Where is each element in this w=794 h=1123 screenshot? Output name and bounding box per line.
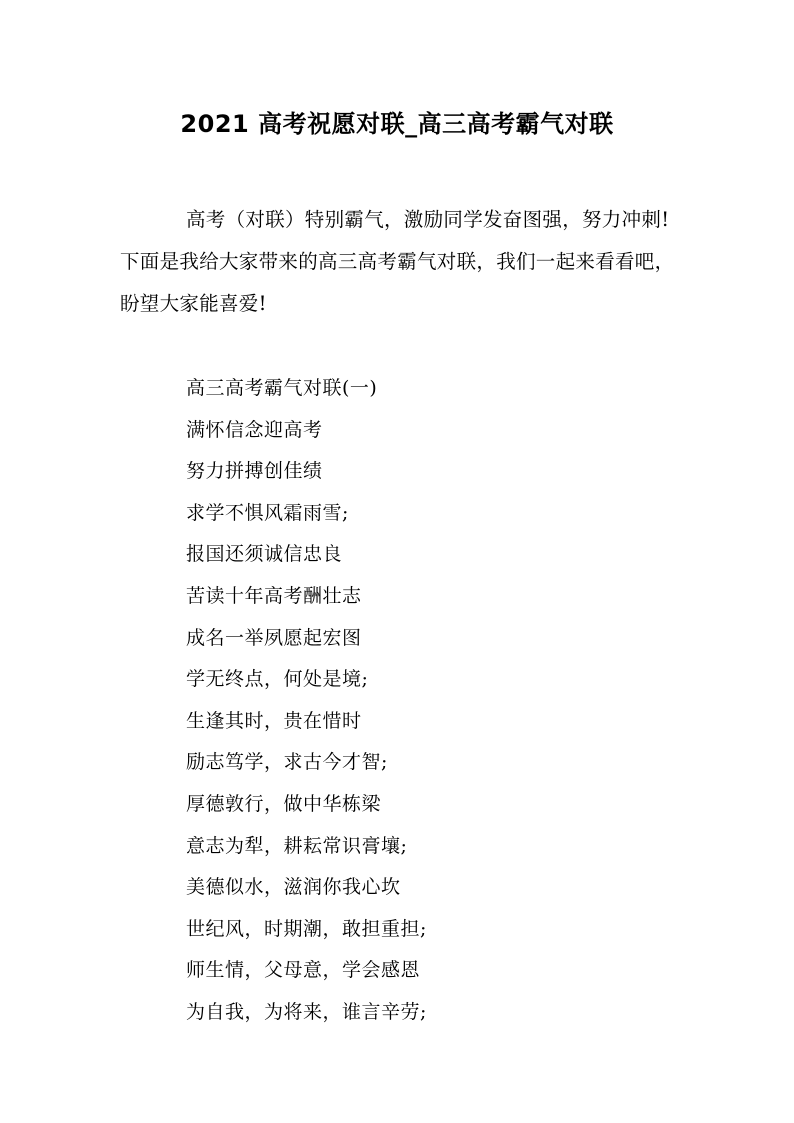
couplet-line: 成名一举夙愿起宏图 <box>186 626 362 649</box>
couplet-line: 努力拼搏创佳绩 <box>186 460 323 483</box>
couplet-line: 励志笃学，求古今才智; <box>186 751 388 774</box>
page-title: 2021 高考祝愿对联_高三高考霸气对联 <box>180 110 614 138</box>
couplet-line: 意志为犁，耕耘常识膏壤; <box>186 834 408 857</box>
couplet-line: 苦读十年高考酬壮志 <box>186 584 362 607</box>
couplet-line: 满怀信念迎高考 <box>186 418 323 441</box>
couplet-line: 为自我，为将来，谁言辛劳; <box>186 1000 427 1023</box>
couplet-line: 生逢其时，贵在惜时 <box>186 709 362 732</box>
couplet-line: 世纪风，时期潮，敢担重担; <box>186 917 427 940</box>
couplet-line: 师生情，父母意，学会感恩 <box>186 959 421 982</box>
couplet-line: 报国还须诚信忠良 <box>186 543 343 566</box>
couplet-line: 学无终点，何处是境; <box>186 668 369 691</box>
couplet-list <box>186 368 427 1034</box>
intro-paragraph: 高考（对联）特别霸气，激励同学发奋图强，努力冲刺!下面是我给大家带来的高三高考霸气对联，我们一起来看看吧，盼望大家能喜爱! <box>120 208 675 315</box>
section-heading: 高三高考霸气对联(一) <box>186 377 378 399</box>
couplet-line: 求学不惧风霜雨雪; <box>186 501 349 524</box>
couplet-line: 厚德敦行，做中华栋梁 <box>186 792 382 815</box>
couplet-line: 美德似水，滋润你我心坎 <box>186 876 401 899</box>
